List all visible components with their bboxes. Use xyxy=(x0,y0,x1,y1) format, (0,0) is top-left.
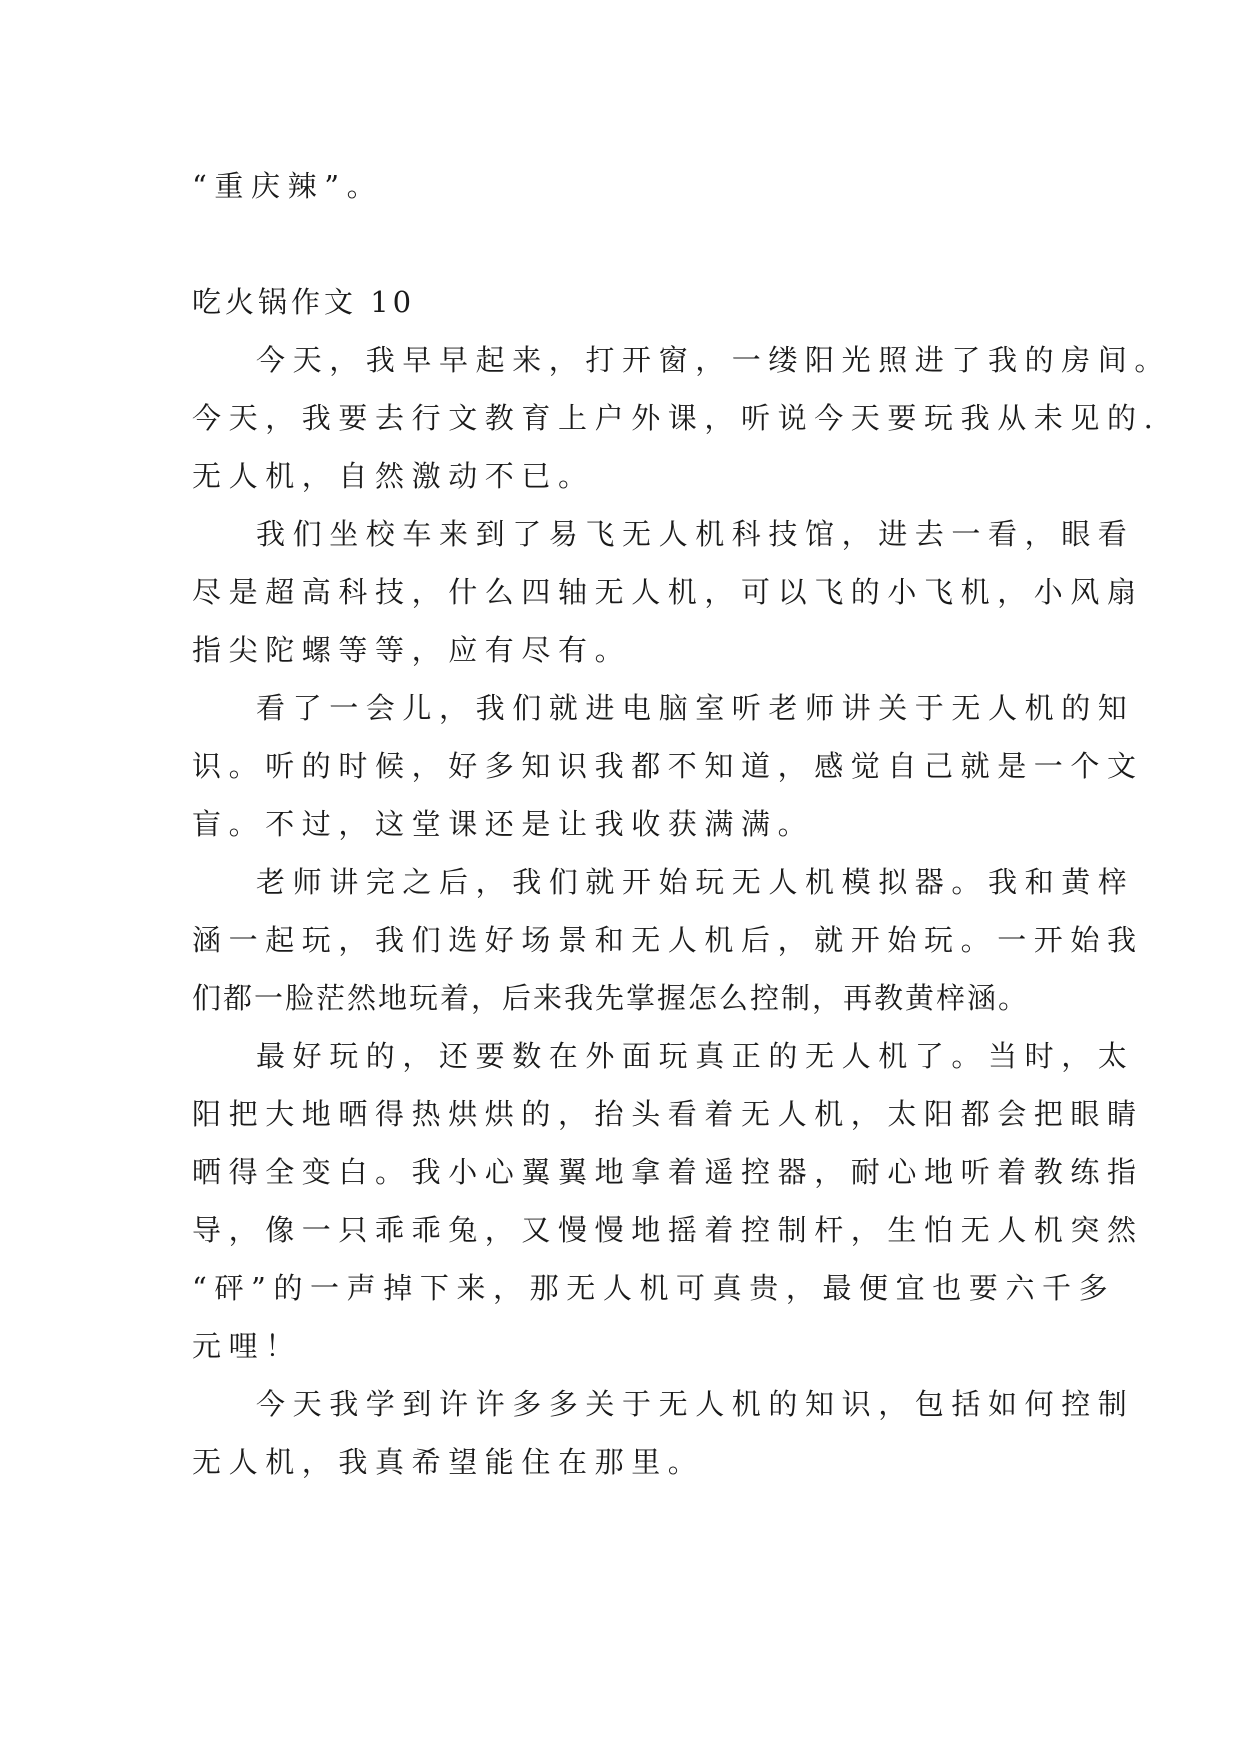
paragraph-3-line-3: 盲。不过，这堂课还是让我收获满满。 xyxy=(192,807,815,841)
paragraph-5-line-5: “砰”的一声掉下来，那无人机可真贵，最便宜也要六千多 xyxy=(192,1271,1116,1305)
paragraph-1-line-1: 今天，我早早起来，打开窗，一缕阳光照进了我的房间。 xyxy=(256,343,1172,377)
paragraph-5-line-2: 阳把大地晒得热烘烘的，抬头看着无人机，太阳都会把眼睛 xyxy=(192,1097,1144,1131)
paragraph-4-line-2: 涵一起玩，我们选好场景和无人机后，就开始玩。一开始我 xyxy=(192,923,1144,957)
paragraph-5-line-4: 导，像一只乖乖兔，又慢慢地摇着控制杆，生怕无人机突然 xyxy=(192,1213,1144,1247)
paragraph-2-line-2: 尽是超高科技，什么四轴无人机，可以飞的小飞机，小风扇 xyxy=(192,575,1144,609)
paragraph-5-line-6: 元哩！ xyxy=(192,1329,302,1363)
paragraph-3-line-2: 识。听的时候，好多知识我都不知道，感觉自己就是一个文 xyxy=(192,749,1144,783)
paragraph-5-line-1: 最好玩的，还要数在外面玩真正的无人机了。当时，太 xyxy=(256,1039,1135,1073)
paragraph-2-line-3: 指尖陀螺等等，应有尽有。 xyxy=(192,633,632,667)
paragraph-4-line-1: 老师讲完之后，我们就开始玩无人机模拟器。我和黄梓 xyxy=(256,865,1135,899)
paragraph-1-line-2: 今天，我要去行文教育上户外课，听说今天要玩我从未见的. xyxy=(192,401,1161,435)
paragraph-2-line-1: 我们坐校车来到了易飞无人机科技馆，进去一看，眼看 xyxy=(256,517,1135,551)
paragraph-5-line-3: 晒得全变白。我小心翼翼地拿着遥控器，耐心地听着教练指 xyxy=(192,1155,1144,1189)
paragraph-6-line-2: 无人机，我真希望能住在那里。 xyxy=(192,1445,705,1479)
paragraph-1-line-3: 无人机，自然激动不已。 xyxy=(192,459,595,493)
continuation-text: “重庆辣”。 xyxy=(192,169,384,203)
paragraph-6-line-1: 今天我学到许许多多关于无人机的知识，包括如何控制 xyxy=(256,1387,1135,1421)
essay-heading: 吃火锅作文 10 xyxy=(192,285,416,319)
paragraph-3-line-1: 看了一会儿，我们就进电脑室听老师讲关于无人机的知 xyxy=(256,691,1135,725)
paragraph-4-line-3: 们都一脸茫然地玩着，后来我先掌握怎么控制，再教黄梓涵。 xyxy=(192,981,1030,1015)
